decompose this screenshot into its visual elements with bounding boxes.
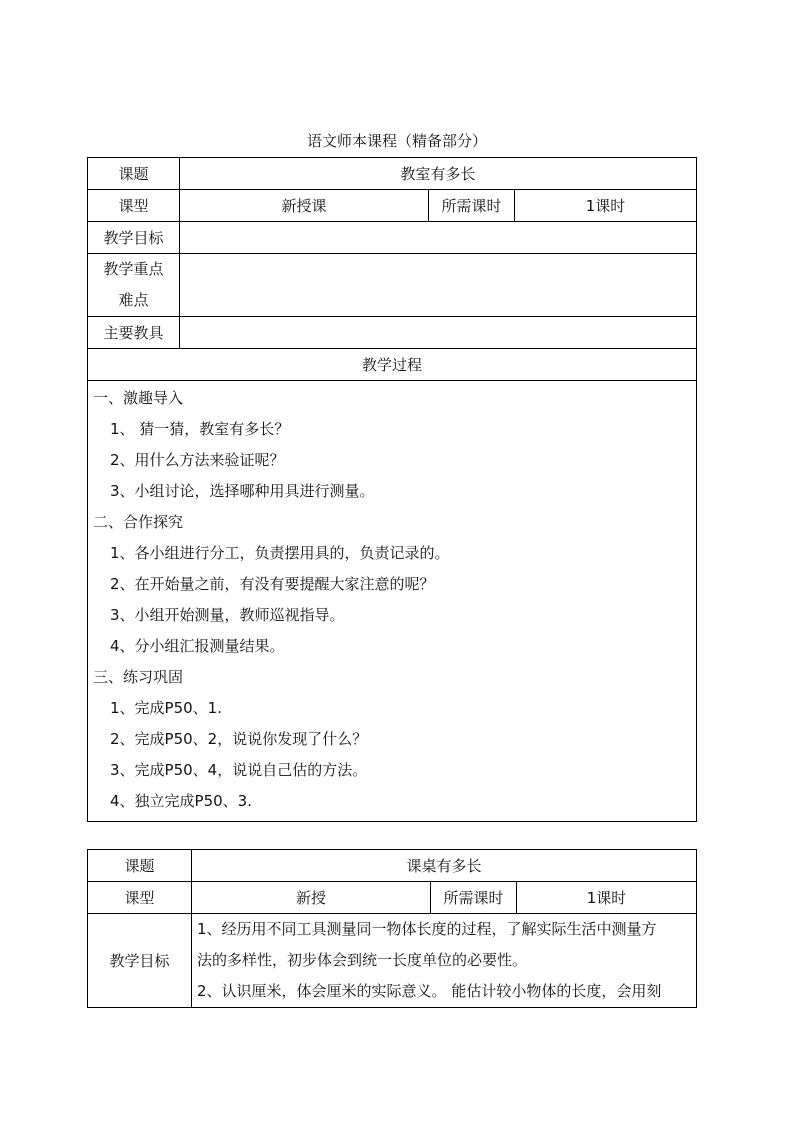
topic-value-2: 课桌有多长 — [192, 850, 697, 882]
process-step: 3、小组开始测量，教师巡视指导。 — [110, 606, 345, 624]
goal-line: 法的多样性，初步体会到统一长度单位的必要性。 — [197, 951, 528, 969]
type-label-2: 课型 — [88, 882, 192, 914]
process-list — [88, 383, 696, 817]
key-points-label — [88, 254, 180, 317]
process-section-heading: 二、合作探究 — [93, 513, 184, 531]
process-step: 4、分小组汇报测量结果。 — [110, 637, 285, 655]
key-points-label-line2: 难点 — [118, 291, 149, 309]
goal-label: 教学目标 — [88, 222, 180, 254]
goal-line: 1、经历用不同工具测量同一物体长度的过程，了解实际生活中测量方 — [197, 920, 657, 938]
tools-value — [180, 317, 697, 349]
goal-line: 2、认识厘米，体会厘米的实际意义。 能估计较小物体的长度，会用刻 — [197, 982, 662, 1000]
process-step: 1、完成P50、1. — [110, 699, 222, 717]
process-step: 2、用什么方法来验证呢？ — [110, 451, 285, 469]
process-step: 4、独立完成P50、3. — [110, 792, 252, 810]
goal-label-2: 教学目标 — [88, 914, 192, 1008]
hours-label: 所需课时 — [429, 190, 515, 222]
topic-label-2: 课题 — [88, 850, 192, 882]
key-points-value — [180, 254, 697, 317]
process-step: 3、完成P50、4，说说自己估的方法。 — [110, 761, 368, 779]
lesson-plan-table-1 — [87, 157, 697, 822]
goal-value — [180, 222, 697, 254]
process-step: 1、各小组进行分工，负责摆用具的，负责记录的。 — [110, 544, 450, 562]
hours-value-2: 1课时 — [517, 882, 697, 914]
process-content — [88, 381, 697, 822]
type-value-2: 新授 — [192, 882, 431, 914]
process-section-heading: 一、激趣导入 — [93, 389, 184, 407]
topic-label: 课题 — [88, 158, 180, 190]
process-step: 3、小组讨论，选择哪种用具进行测量。 — [110, 482, 375, 500]
process-step: 2、完成P50、2，说说你发现了什么？ — [110, 730, 368, 748]
process-step: 2、在开始量之前，有没有要提醒大家注意的呢？ — [110, 575, 435, 593]
process-header: 教学过程 — [88, 349, 697, 381]
process-section-heading: 三、练习巩固 — [93, 668, 184, 686]
hours-value: 1课时 — [515, 190, 697, 222]
page-title: 语文师本课程（精备部分） — [306, 132, 487, 150]
lesson-plan-table-2 — [87, 849, 697, 1008]
key-points-label-line1: 教学重点 — [103, 260, 164, 278]
hours-label-2: 所需课时 — [431, 882, 517, 914]
goal-value-2 — [192, 914, 697, 1008]
topic-value: 教室有多长 — [180, 158, 697, 190]
process-step: 1、 猜一猜，教室有多长？ — [110, 420, 290, 438]
type-value: 新授课 — [180, 190, 429, 222]
type-label: 课型 — [88, 190, 180, 222]
tools-label: 主要教具 — [88, 317, 180, 349]
